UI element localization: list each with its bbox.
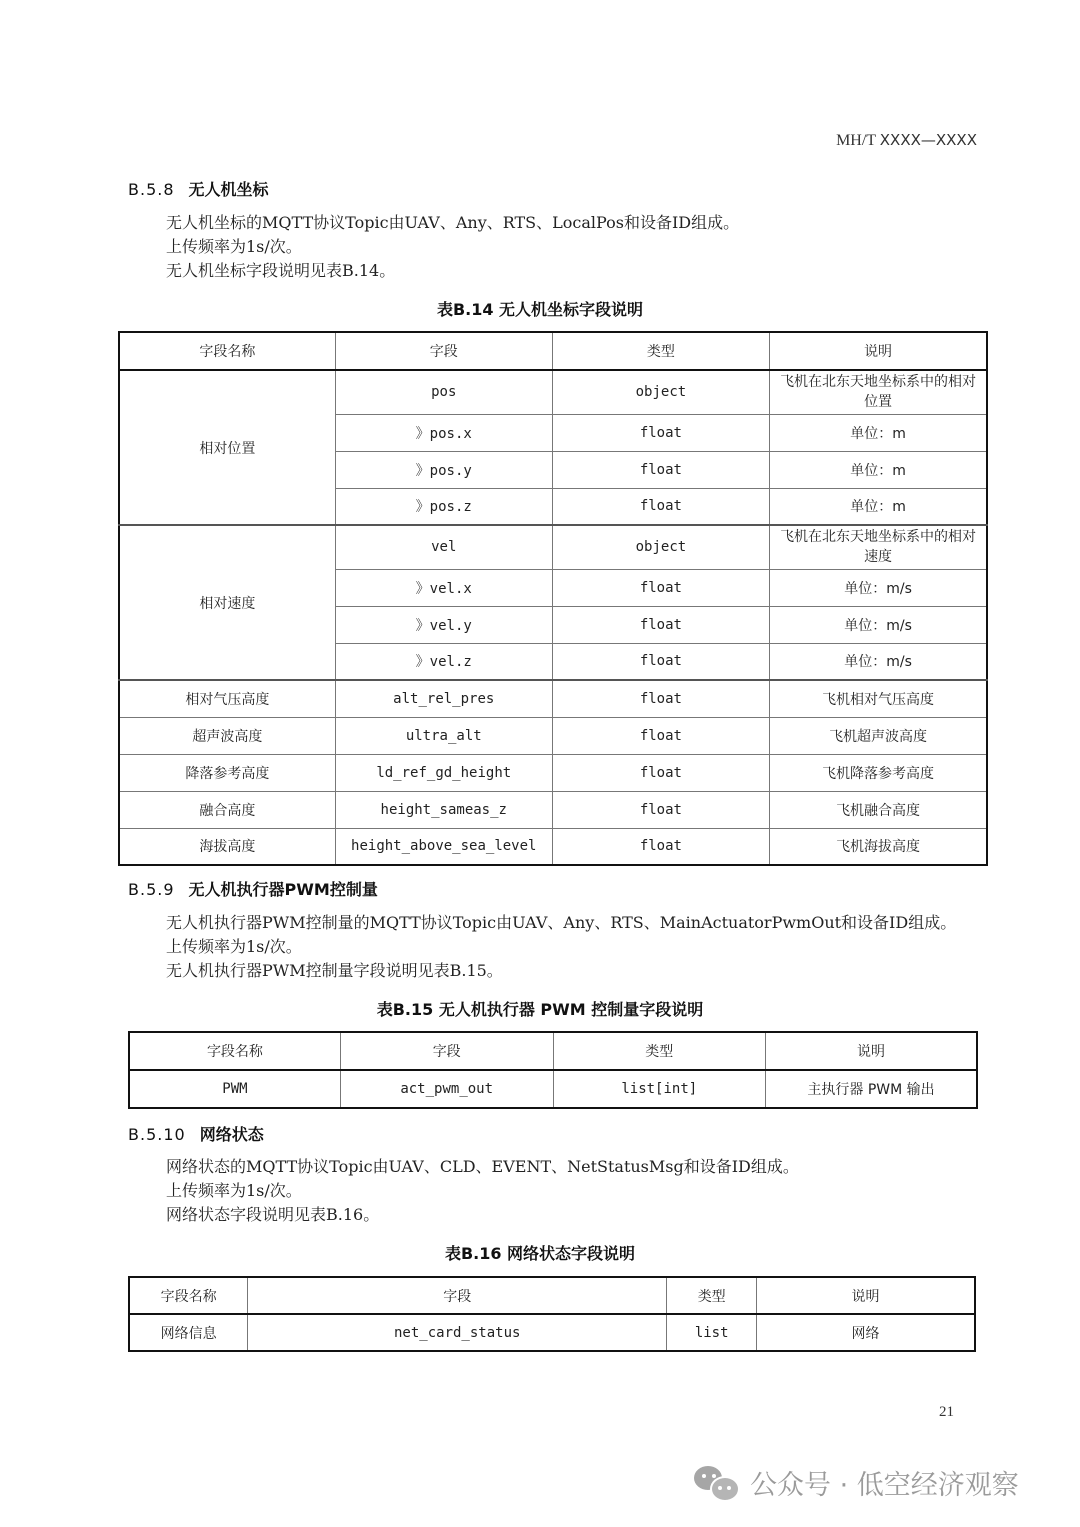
table-row: 相对速度 vel object 飞机在北东天地坐标系中的相对速度 [119,525,987,569]
table-b14 [118,331,988,866]
table-header-row: 字段名称 字段 类型 说明 [119,332,987,370]
page-number: 21 [939,1404,954,1420]
table-row: 》pos.z float 单位：m [119,488,987,525]
section-body-b59: 无人机执行器PWM控制量的MQTT协议Topic由UAV、Any、RTS、MainActuatorPwmOut和设备ID组成。 上传频率为1s/次。 无人机执行器PWM控制量字段说明见表B.15。 [166,913,957,980]
section-heading-b58: B.5.8 无人机坐标 [128,180,269,199]
table-header-row: 字段名称 字段 类型 说明 [129,1032,977,1070]
watermark [692,1462,1019,1502]
table-row: PWM act_pwm_out list[int] 主执行器 PWM 输出 [129,1070,977,1108]
section-body-b510: 网络状态的MQTT协议Topic由UAV、CLD、EVENT、NetStatusMsg和设备ID组成。 上传频率为1s/次。 网络状态字段说明见表B.16。 [166,1157,799,1224]
table-b15 [128,1031,978,1109]
wechat-icon [692,1462,740,1502]
standard-prefix: MH/T [836,132,876,149]
table-row: 海拔高度 height_above_sea_level float 飞机海拔高度 [119,828,987,865]
standard-code: XXXX—XXXX [879,131,977,149]
table-row: 融合高度 height_sameas_z float 飞机融合高度 [119,791,987,828]
table-row: 》vel.y float 单位：m/s [119,606,987,643]
table-row: 降落参考高度 ld_ref_gd_height float 飞机降落参考高度 [119,754,987,791]
section-body-b58: 无人机坐标的MQTT协议Topic由UAV、Any、RTS、LocalPos和设备ID组成。 上传频率为1s/次。 无人机坐标字段说明见表B.14。 [166,213,740,280]
table-row: 》vel.x float 单位：m/s [119,569,987,606]
table-row: 》pos.y float 单位：m [119,451,987,488]
table-header-row: 字段名称 字段 类型 说明 [129,1277,975,1314]
table-row: 网络信息 net_card_status list 网络 [129,1314,975,1351]
table-row: 》vel.z float 单位：m/s [119,643,987,680]
table-row: 相对位置 pos object 飞机在北东天地坐标系中的相对位置 [119,370,987,414]
table-b16 [128,1276,976,1352]
table-row: 》pos.x float 单位：m [119,414,987,451]
table-caption-b14: 表B.14 无人机坐标字段说明 [436,300,644,319]
section-heading-b59: B.5.9 无人机执行器PWM控制量 [128,880,378,899]
table-row: 超声波高度 ultra_alt float 飞机超声波高度 [119,717,987,754]
table-row: 相对气压高度 alt_rel_pres float 飞机相对气压高度 [119,680,987,717]
page-header [836,131,977,150]
section-heading-b510: B.5.10 网络状态 [128,1125,264,1144]
table-caption-b16: 表B.16 网络状态字段说明 [444,1244,636,1263]
watermark-text: 公众号 · 低空经济观察 [750,1469,1019,1501]
table-caption-b15: 表B.15 无人机执行器 PWM 控制量字段说明 [376,1000,704,1019]
